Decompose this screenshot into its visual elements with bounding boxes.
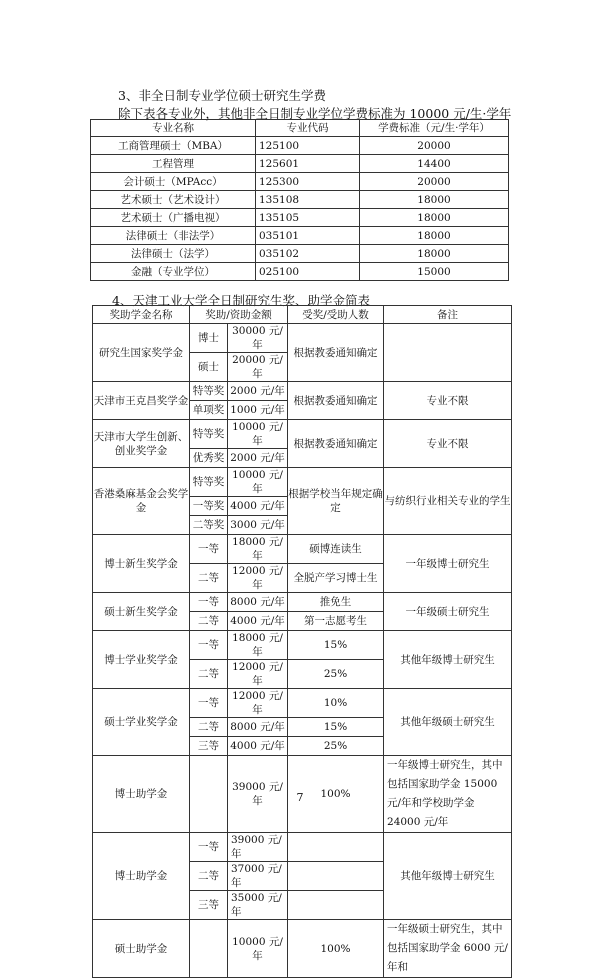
major-name: 金融（专业学位） bbox=[91, 263, 256, 281]
major-name: 艺术硕士（艺术设计） bbox=[91, 191, 256, 209]
award-amount: 12000 元/年 bbox=[228, 660, 288, 689]
recipient-count: 根据学校当年规定确定 bbox=[288, 468, 384, 535]
award-amount: 30000 元/年 bbox=[228, 324, 288, 353]
major-name: 法律硕士（非法学） bbox=[91, 227, 256, 245]
award-level: 三等 bbox=[190, 891, 228, 920]
recipient-count: 25% bbox=[288, 737, 384, 756]
tuition-fee: 20000 bbox=[360, 173, 509, 191]
major-code: 125100 bbox=[256, 137, 360, 155]
award-amount: 3000 元/年 bbox=[228, 516, 288, 535]
award-amount: 18000 元/年 bbox=[228, 631, 288, 660]
award-level: 优秀奖 bbox=[190, 449, 228, 468]
award-level: 一等奖 bbox=[190, 497, 228, 516]
award-level: 单项奖 bbox=[190, 401, 228, 420]
major-code: 135108 bbox=[256, 191, 360, 209]
award-amount: 18000 元/年 bbox=[228, 535, 288, 564]
award-note: 与纺织行业相关专业的学生 bbox=[384, 468, 512, 535]
recipient-count: 全脱产学习博士生 bbox=[288, 564, 384, 593]
award-amount: 10000 元/年 bbox=[228, 920, 288, 978]
table-row bbox=[91, 173, 509, 191]
tuition-fee: 18000 bbox=[360, 227, 509, 245]
award-note: 一年级硕士研究生，其中包括国家助学金 6000 元/年和 bbox=[384, 920, 512, 978]
award-level: 二等 bbox=[190, 660, 228, 689]
table-row bbox=[93, 535, 512, 564]
tuition-fee: 18000 bbox=[360, 191, 509, 209]
award-amount: 35000 元/年 bbox=[228, 891, 288, 920]
award-note: 一年级博士研究生 bbox=[384, 535, 512, 593]
recipient-count: 15% bbox=[288, 631, 384, 660]
tuition-fee: 15000 bbox=[360, 263, 509, 281]
award-level: 一等 bbox=[190, 631, 228, 660]
table-row bbox=[91, 191, 509, 209]
award-amount: 20000 元/年 bbox=[228, 353, 288, 382]
table-row bbox=[93, 631, 512, 660]
table-row bbox=[91, 209, 509, 227]
award-name: 香港桑麻基金会奖学金 bbox=[93, 468, 190, 535]
award-amount: 12000 元/年 bbox=[228, 689, 288, 718]
recipient-count bbox=[288, 862, 384, 891]
tuition-fee: 18000 bbox=[360, 245, 509, 263]
recipient-count bbox=[288, 833, 384, 862]
major-name: 法律硕士（法学） bbox=[91, 245, 256, 263]
section3-intro: 除下表各专业外，其他非全日制专业学位学费标准为 10000 元/生·学年 bbox=[118, 106, 512, 121]
header-cell: 奖助学金名称 bbox=[93, 306, 190, 324]
award-name: 博士学业奖学金 bbox=[93, 631, 190, 689]
award-level: 一等 bbox=[190, 535, 228, 564]
award-note: 其他年级博士研究生 bbox=[384, 631, 512, 689]
table-row bbox=[93, 420, 512, 449]
award-note: 一年级博士研究生，其中包括国家助学金 15000 元/年和学校助学金 24000 元/年 bbox=[384, 756, 512, 833]
award-amount: 8000 元/年 bbox=[228, 718, 288, 737]
recipient-count: 100% bbox=[288, 756, 384, 833]
table-row bbox=[91, 245, 509, 263]
table-row bbox=[93, 468, 512, 497]
header-cell: 受奖/受助人数 bbox=[288, 306, 384, 324]
recipient-count: 硕博连读生 bbox=[288, 535, 384, 564]
award-note: 专业不限 bbox=[384, 382, 512, 420]
major-code: 125300 bbox=[256, 173, 360, 191]
award-amount: 39000 元/年 bbox=[228, 756, 288, 833]
recipient-count: 100% bbox=[288, 920, 384, 978]
award-note: 其他年级硕士研究生 bbox=[384, 689, 512, 756]
award-amount: 4000 元/年 bbox=[228, 497, 288, 516]
table-row bbox=[91, 137, 509, 155]
award-name: 博士新生奖学金 bbox=[93, 535, 190, 593]
award-level: 特等奖 bbox=[190, 420, 228, 449]
recipient-count: 15% bbox=[288, 718, 384, 737]
award-amount: 2000 元/年 bbox=[228, 449, 288, 468]
recipient-count: 25% bbox=[288, 660, 384, 689]
award-amount: 10000 元/年 bbox=[228, 468, 288, 497]
award-level bbox=[190, 920, 228, 978]
award-level: 二等 bbox=[190, 564, 228, 593]
major-code: 025100 bbox=[256, 263, 360, 281]
award-level: 二等 bbox=[190, 612, 228, 631]
header-cell: 专业名称 bbox=[91, 120, 256, 137]
major-name: 艺术硕士（广播电视） bbox=[91, 209, 256, 227]
award-amount: 2000 元/年 bbox=[228, 382, 288, 401]
table-row bbox=[91, 155, 509, 173]
award-name: 天津市王克昌奖学金 bbox=[93, 382, 190, 420]
recipient-count: 推免生 bbox=[288, 593, 384, 612]
award-note: 其他年级博士研究生 bbox=[384, 833, 512, 920]
table-row bbox=[93, 833, 512, 862]
award-level: 二等 bbox=[190, 718, 228, 737]
award-amount: 12000 元/年 bbox=[228, 564, 288, 593]
award-note bbox=[384, 324, 512, 382]
header-cell: 奖助/资助金额 bbox=[190, 306, 288, 324]
tuition-fee: 18000 bbox=[360, 209, 509, 227]
tuition-table bbox=[90, 119, 509, 281]
award-amount: 4000 元/年 bbox=[228, 737, 288, 756]
award-level: 博士 bbox=[190, 324, 228, 353]
section4-heading: 4、天津工业大学全日制研究生奖、助学金简表 bbox=[112, 293, 370, 308]
table-header-row bbox=[93, 306, 512, 324]
award-level: 特等奖 bbox=[190, 468, 228, 497]
award-level: 一等 bbox=[190, 593, 228, 612]
award-name: 硕士助学金 bbox=[93, 920, 190, 978]
scholarship-table bbox=[92, 305, 512, 978]
table-row bbox=[93, 593, 512, 612]
award-level: 一等 bbox=[190, 689, 228, 718]
award-name: 天津市大学生创新、创业奖学金 bbox=[93, 420, 190, 468]
recipient-count: 根据教委通知确定 bbox=[288, 420, 384, 468]
award-amount: 1000 元/年 bbox=[228, 401, 288, 420]
award-amount: 8000 元/年 bbox=[228, 593, 288, 612]
table-row bbox=[93, 920, 512, 978]
major-code: 135105 bbox=[256, 209, 360, 227]
award-note: 一年级硕士研究生 bbox=[384, 593, 512, 631]
award-amount: 37000 元/年 bbox=[228, 862, 288, 891]
award-amount: 39000 元/年 bbox=[228, 833, 288, 862]
award-name: 硕士新生奖学金 bbox=[93, 593, 190, 631]
award-level: 一等 bbox=[190, 833, 228, 862]
award-level: 硕士 bbox=[190, 353, 228, 382]
award-amount: 10000 元/年 bbox=[228, 420, 288, 449]
header-cell: 备注 bbox=[384, 306, 512, 324]
major-code: 035101 bbox=[256, 227, 360, 245]
table-row bbox=[91, 263, 509, 281]
tuition-fee: 20000 bbox=[360, 137, 509, 155]
award-amount: 4000 元/年 bbox=[228, 612, 288, 631]
award-level: 特等奖 bbox=[190, 382, 228, 401]
header-cell: 学费标准（元/生·学年） bbox=[360, 120, 509, 137]
table-row bbox=[93, 689, 512, 718]
table-header-row bbox=[91, 120, 509, 137]
recipient-count: 10% bbox=[288, 689, 384, 718]
award-level: 二等奖 bbox=[190, 516, 228, 535]
header-cell: 专业代码 bbox=[256, 120, 360, 137]
major-name: 工商管理硕士（MBA） bbox=[91, 137, 256, 155]
award-level: 二等 bbox=[190, 862, 228, 891]
award-name: 研究生国家奖学金 bbox=[93, 324, 190, 382]
award-name: 硕士学业奖学金 bbox=[93, 689, 190, 756]
tuition-fee: 14400 bbox=[360, 155, 509, 173]
major-name: 工程管理 bbox=[91, 155, 256, 173]
table-row bbox=[91, 227, 509, 245]
award-level: 三等 bbox=[190, 737, 228, 756]
page-number: 7 bbox=[296, 791, 304, 804]
table-row bbox=[93, 324, 512, 353]
award-note: 专业不限 bbox=[384, 420, 512, 468]
recipient-count: 根据教委通知确定 bbox=[288, 382, 384, 420]
section3-heading: 3、非全日制专业学位硕士研究生学费 bbox=[118, 88, 326, 103]
major-code: 035102 bbox=[256, 245, 360, 263]
award-name: 博士助学金 bbox=[93, 756, 190, 833]
major-name: 会计硕士（MPAcc） bbox=[91, 173, 256, 191]
major-code: 125601 bbox=[256, 155, 360, 173]
recipient-count: 根据教委通知确定 bbox=[288, 324, 384, 382]
recipient-count bbox=[288, 891, 384, 920]
table-row bbox=[93, 382, 512, 401]
award-name: 博士助学金 bbox=[93, 833, 190, 920]
recipient-count: 第一志愿考生 bbox=[288, 612, 384, 631]
